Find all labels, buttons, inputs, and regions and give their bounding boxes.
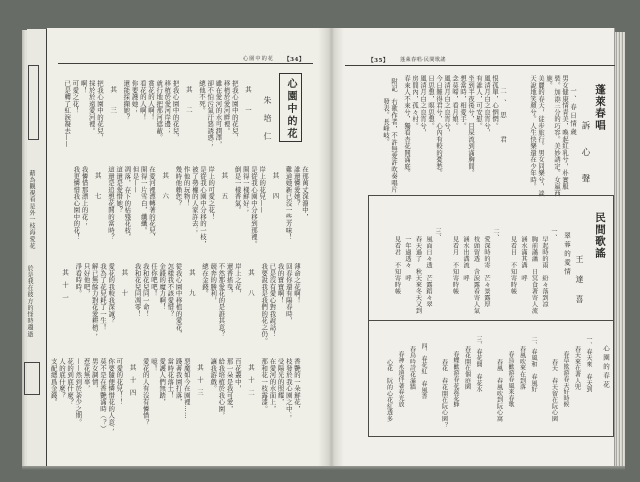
poem-line: 在那萬丈深淵中，: [301, 166, 309, 220]
peek-page-line: 藉為觀視看是外一枝海愛花: [28, 170, 35, 250]
song-line: 坐到半夜後兮，目屎流到滿胸間。: [467, 75, 474, 177]
section-author: 王達喜: [575, 255, 584, 315]
poem-line: 我的寶寶啊！: [276, 263, 285, 304]
page-number: 【34】: [284, 57, 305, 63]
peek-page-box: [24, 362, 40, 395]
poem-line: 不然那愛花的是誰其意？: [217, 263, 226, 338]
poem-line: 移植於愛河畔裡。: [222, 80, 231, 134]
stanza-heading: 其十二: [246, 364, 255, 402]
poem-line: 我和花兒同一命！: [141, 263, 150, 317]
verse-number: 一、: [550, 228, 557, 241]
verse-line: 春風吹來在到落: [518, 346, 526, 391]
song-line: 裝。加添三分的巧容。美妙誘定。女羸西: [553, 75, 560, 197]
poem-line: 可愛的花兒！！: [115, 358, 124, 406]
poem-line: 作他的玩物！: [182, 166, 191, 207]
poem-line: 幾時他賴您？: [174, 166, 183, 207]
header-rule: [345, 65, 615, 66]
peek-page-line: 於是我在彼方的怪時趨逝: [26, 265, 33, 338]
poem-line: 難道她新已沒一些芳味！: [284, 166, 293, 241]
poem-line: 我和花兒同凋零！: [133, 263, 142, 317]
poem-line: 岸上的花兒——: [258, 166, 267, 214]
running-title: 心園中的花: [243, 56, 274, 62]
stanza-heading: 其七: [93, 172, 102, 213]
poem-line: 你要隨便憐惜花的人意；: [107, 358, 116, 433]
poem-line: 百花叢中，: [233, 358, 242, 392]
poem-line: 愛花的人有沒有憐惜？: [141, 358, 150, 426]
page-stack-edge-right: [615, 32, 625, 466]
poem-tier-2: [72, 166, 309, 247]
poem-tier-3: [56, 263, 301, 344]
verse-line: 春草欺游春天好時候: [562, 351, 569, 408]
section-divider: [368, 320, 614, 321]
poem-line: 是從我心園中分移到那裡。: [249, 166, 258, 247]
article-author: 朱培仁: [263, 96, 272, 150]
poem-line: 是從我心園中分移的一枝，: [198, 166, 207, 247]
song-line: 恨孤單，心惘惘。: [491, 75, 498, 129]
song-line: 房間內，孤々村。: [411, 75, 418, 129]
poem-line: 惹花無辜，: [82, 358, 91, 392]
stanza-heading: 其八: [246, 269, 255, 310]
poem-line: 我更憐惜我心園中的花！: [72, 166, 81, 241]
stanza-heading: 其六: [161, 172, 170, 213]
poem-line: 這還是愛惜她？: [115, 166, 124, 214]
poem-line: 惡魔如今在園裡……: [182, 358, 191, 419]
poem-line: 把我心園中的花兒，: [230, 80, 239, 141]
poem-tier-4: [50, 358, 301, 432]
poem-line: 金錢的魔力啊！: [158, 263, 167, 311]
song-line: 想當時，相愛手。: [459, 75, 466, 129]
poem-line: 枝發於我心園之中；: [284, 358, 293, 419]
poem-line: 但是——: [131, 166, 140, 193]
poem-line: 我要說我是我們的花之仍。: [260, 263, 269, 344]
song-heading: 一、春日情歲: [569, 87, 576, 137]
poem-line: 開得一片雪白，纖纖。: [139, 166, 148, 234]
poem-line: 當時花落土！: [166, 358, 175, 399]
footnote-line: 附記 右歌作者，不許無愛許吹奏唱片: [390, 78, 397, 193]
stanza-heading: 其十一: [61, 269, 70, 307]
poem-tier-1: [63, 80, 257, 148]
verse-line: 愛深時的寄 芒々景露厚: [483, 236, 490, 308]
poem-line: 已是轉了紅淚凝去——: [63, 80, 72, 148]
section-title: 民間歌謠: [594, 212, 606, 259]
stanza-heading: 其十三: [195, 364, 204, 402]
section-title: 心園的春花: [602, 345, 610, 390]
poem-line: 採於於遠愛河裡。: [87, 80, 96, 134]
verse-number: 三、: [434, 228, 441, 241]
poem-line: 我為了花兒耗了一生！: [98, 263, 107, 331]
verse-line: 涵水出溝流 呼: [462, 236, 469, 282]
poem-line: 還香搖曳，: [225, 263, 234, 297]
poem-line: 把我心園中的花兒，: [95, 80, 104, 141]
header-rule: [58, 63, 313, 64]
poem-line: 給我培植於我心園，: [217, 358, 226, 419]
poem-line: 凋落，存下的枯殘花枝，: [123, 166, 132, 241]
page-bottom-shadow: [22, 466, 625, 470]
verse-line: 春風 春風吹到阮心窩: [495, 359, 503, 422]
poem-line: 支配總爲金錢。: [49, 358, 58, 406]
verse-line: 風面日々透 芒露蹈々翠: [425, 236, 432, 308]
poem-line: 任你吧吧！: [149, 263, 158, 297]
poem-line: 淨看時時。: [74, 263, 83, 297]
peek-page-box: [28, 65, 39, 140]
book-spine: [318, 28, 344, 468]
stanza-heading: 其十四: [128, 364, 137, 402]
poem-line: 在愛河裡漂轉著的花兒，: [147, 166, 156, 241]
section-title: 蓬萊春唱: [594, 84, 606, 131]
song-line: 日思想，暝思想。: [427, 75, 434, 129]
poem-line: 從我心園中移植的愛花，: [174, 263, 183, 338]
spring-flower-verses: [383, 333, 594, 428]
poem-line: 薄命之花啊！: [293, 263, 301, 304]
poem-line: 花的到底什麼？: [66, 358, 75, 406]
folk-song-verses: [391, 212, 557, 314]
poem-line: 愛護人們無踏，: [158, 358, 167, 406]
poem-line: 踐著我園打落，: [174, 358, 183, 406]
song-line: 風清月白之良宵兮，: [483, 75, 490, 136]
songs-block: [381, 75, 576, 197]
poem-line: 啊！: [79, 80, 88, 94]
poem-line: 解已無餘力對花愛耕植；: [90, 263, 99, 338]
poem-line: 可愛之花！: [71, 80, 80, 114]
poem-line: 愛花的我較我深誠？: [107, 263, 116, 324]
poem-line: 噫！: [149, 358, 158, 372]
verse-line: 春花開在個庭園: [463, 346, 471, 391]
poem-line: 受陽光的照耀，: [276, 358, 285, 406]
verse-line: 春蝶歡游春花蕊花蜂: [452, 351, 459, 408]
poem-line: 總他不死。: [197, 80, 206, 114]
poem-line: 只好他吧，: [82, 263, 91, 297]
poem-line: 香艷的一朵鮮花，: [293, 358, 301, 412]
poem-line: 開得一樣鮮好；: [241, 166, 250, 214]
poem-line: 被了勢權的人家許去；: [190, 166, 199, 234]
poem-line: 競奔的勝利，: [209, 263, 218, 304]
poem-line: 回春你還有陽春時，: [284, 263, 293, 324]
page-number: 【35】: [368, 58, 389, 64]
running-title: 蓬萊春唱·民間歌謠: [400, 57, 446, 63]
song-heading: 二、思 君: [499, 87, 506, 149]
poem-line: 看花的人啊！: [138, 80, 147, 121]
verse-line: 早起時的雨 紛々落到凉: [541, 236, 548, 308]
poem-line: 岸上的可愛之花！: [207, 166, 216, 220]
poem-line: 你要護她；: [130, 80, 139, 114]
song-title: 翠蓉的愛情: [563, 232, 571, 277]
song-line: 風清月白之良宵兮，: [419, 75, 426, 136]
song-line: 春來人不來兮，獨看杏花開滿庭。: [403, 75, 410, 177]
stanza-heading: 其五: [220, 172, 229, 213]
verse-line: 枝頭留透 含淚露看寄人氣: [472, 236, 480, 314]
stanza-heading: 其十: [120, 269, 129, 310]
verse-line: 春天來在著人兜: [573, 346, 581, 391]
poem-line: 卻不怕污氣汙惡誘惑；: [206, 80, 215, 148]
verse-line: 涵水滿其溝 呼: [520, 236, 527, 282]
poem-line: 總在金錢。: [200, 263, 209, 297]
article-title-box: [279, 73, 302, 142]
poem-line: 男女調情，: [90, 358, 99, 392]
song-line: 有誰人，可安慰。: [475, 75, 482, 129]
poem-line: 在愛河的水面上，: [268, 358, 277, 412]
poem-line: 人的底什麼？: [57, 358, 66, 399]
song-line: 男女健康情青美，喚起紅乳兮，朴實服: [561, 75, 568, 190]
poem-line: 那和花一枝露漆。: [260, 358, 269, 412]
poem-line: 還能採擷她？: [122, 80, 131, 121]
verse-heading: 四、春花紅 春風香: [420, 343, 427, 400]
poem-line: 我憐惜那漂上的花；: [80, 166, 89, 227]
poem-line: ——然到於荼少之期。: [74, 358, 83, 426]
poem-line: 莫不是在香艷滿時（？）: [98, 358, 107, 433]
poem-line: 移植於愛河岸邊；: [163, 80, 172, 134]
poem-line: 那一朵是我可愛，: [225, 358, 234, 412]
song-line: 風清月白之良宵兮，: [443, 75, 450, 136]
song-line: 念莫啼，看月娘。: [451, 75, 458, 129]
stanza-heading: 其九: [187, 269, 196, 310]
section-subtitle: 訴心聲: [580, 121, 590, 201]
poem-line: 雖在愛河的水可潤澤，: [214, 80, 223, 148]
verse-line: 胸前瀟瀟 日冥食著寄人流: [530, 236, 538, 314]
footnote-line: 發表。長峰岐。: [382, 98, 389, 146]
verse-line: 春天 春天留在阮心園: [550, 359, 558, 422]
poem-line: 賞花的人啊！: [146, 80, 155, 121]
verse-heading: 一、春天來 春天到: [585, 336, 592, 393]
song-line: 施。: [545, 75, 552, 89]
poem-line: 倒是一樣香氣。: [233, 166, 242, 214]
song-line: 天說地笑顏兮。人生快樂還在少年時。: [529, 75, 536, 190]
stanza-heading: 其一: [244, 86, 252, 127]
verse-line: 見看月 不知寄時帳: [451, 236, 459, 295]
verse-line: 見看君 不知寄時帳: [393, 236, 401, 295]
verse-line: 春天過了 秋天來冬天又到: [414, 236, 422, 314]
stanza-heading: 其四: [271, 172, 280, 213]
verse-line: 一年過透々 呼: [404, 236, 411, 282]
poem-line: 這還是追想花開的當時？: [106, 166, 115, 241]
stanza-heading: 其二: [184, 86, 193, 127]
poem-line: 誰還憐愛她？: [292, 166, 301, 207]
verse-line: 春花 春花開在阮心園？: [440, 359, 448, 429]
song-line: 美麗的春天，徒步旅行。男女同樂兮，談: [537, 75, 544, 197]
verse-line: 心花 阮的心花紅透多: [385, 359, 393, 422]
article-title: 心園中的花: [285, 78, 296, 141]
stanza-heading: 其三: [109, 86, 118, 127]
verse-number: 二、: [492, 228, 499, 241]
poem-line: 讓我游戲。: [209, 358, 218, 392]
poem-line: 已是沒有愛心對我說話！: [268, 263, 277, 338]
verse-line: 春鳥吟詩花滿牆: [408, 346, 416, 391]
song-line: 今日難得君兮，心內有較的憂愁。: [435, 75, 442, 177]
verse-heading: 二、春風和 春風好: [530, 336, 537, 393]
poem-line: 就行地把那河遮蔽。: [155, 80, 164, 141]
verse-line: 見看目 不知寄時帳: [509, 236, 517, 295]
poem-line: 怎樣我不該愛惜？: [166, 263, 175, 317]
poem-line: 岸上之花，: [233, 263, 242, 297]
verse-heading: 三、春花開 春花水: [475, 336, 482, 393]
poem-line: 把我心園中的花兒，: [171, 80, 180, 141]
verse-line: 春鳥歡游春風来春歌: [507, 351, 514, 408]
verse-line: 春神永遠伴著春光放: [397, 351, 404, 408]
